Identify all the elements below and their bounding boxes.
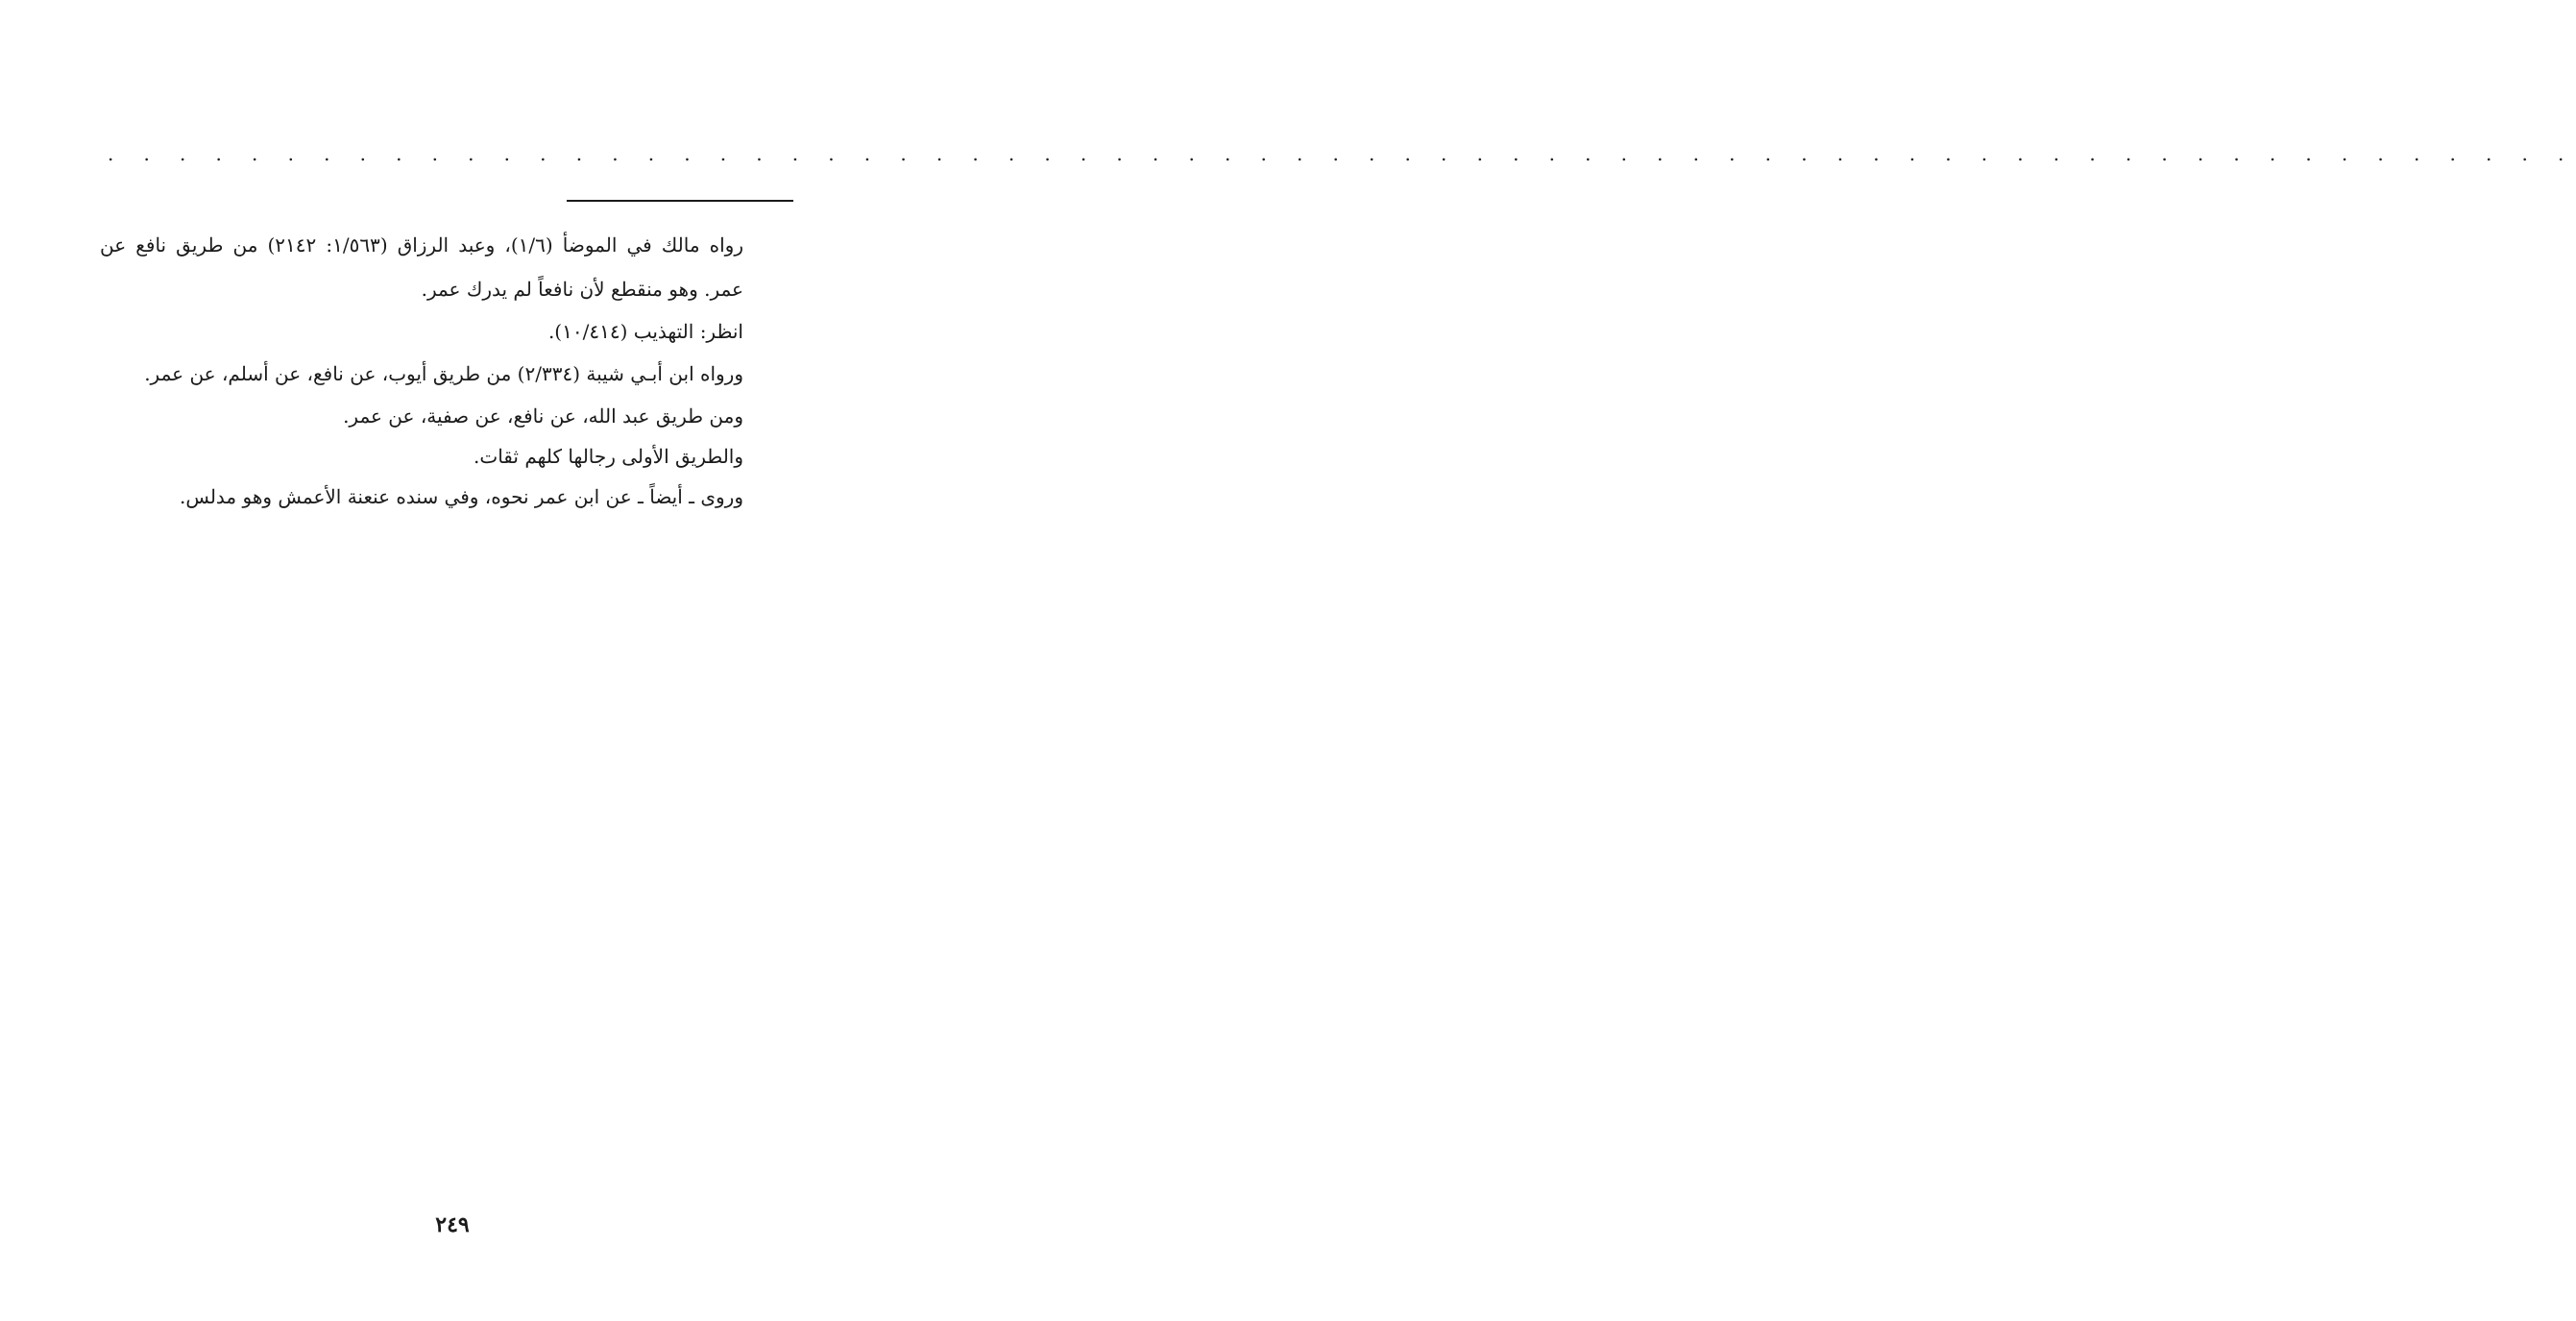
footnote-line: ورواه ابن أبـي شيبة (٢/٣٣٤) من طريق أيوب، عن نافع، عن أسلم، عن عمر. (144, 362, 743, 385)
footnotes-block (100, 223, 793, 517)
page-number: ٢٤٩ (435, 1212, 470, 1237)
dotted-separator: . . . . . . . . . . . . . . . . . . . . . . . . . . . . . . . . . . . . . . . . . . . . . . . . . . . . . . . . . . . . . . . . . . . . . (108, 142, 2576, 165)
footnote-line: رواه مالك في الموضأ (١/٦)، وعبد الرزاق (١/٥٦٣: ٢١٤٢) من طريق نافع عن عمر. وهو منقطع لأن نافعاً لم يدرك عمر. (100, 233, 743, 301)
footnote-line: والطريق الأولى رجالها كلهم ثقات. (474, 445, 743, 468)
footnote-line: انظر: التهذيب (١٠/٤١٤). (547, 320, 743, 343)
footnote-line: ومن طريق عبد الله، عن نافع، عن صفية، عن عمر. (343, 404, 743, 428)
footnote-rule (567, 200, 793, 202)
footnote-line: وروى ـ أيضاً ـ عن ابن عمر نحوه، وفي سنده عنعنة الأعمش وهو مدلس. (179, 485, 743, 508)
